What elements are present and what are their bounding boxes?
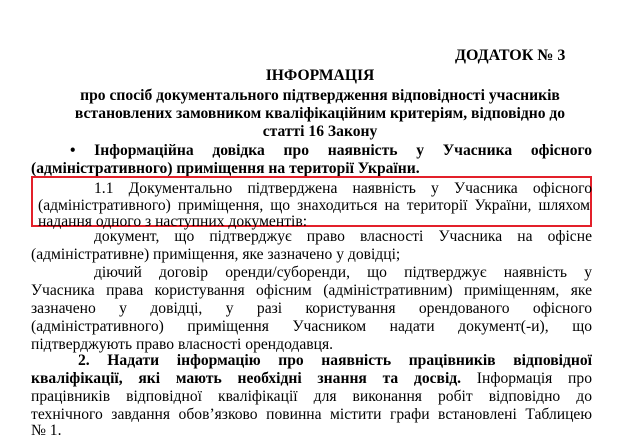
highlighted-line: 1.1 Документально підтверджена наявність у Учасника офісного bbox=[94, 180, 592, 197]
section2-line: технічного завдання обов’язково повинна містити графи встановлені Таблицею bbox=[31, 406, 592, 423]
list-item: Учасника права користування офісним (адміністративним) приміщенням, яке bbox=[31, 282, 592, 299]
section2-line: працівників відповідної кваліфікації для виконання робіт відповідно до bbox=[31, 388, 592, 405]
list-item: зазначено у довідці, у разі користування орендованого офісного bbox=[31, 300, 592, 317]
document-title: ІНФОРМАЦІЯ bbox=[265, 67, 375, 84]
section2-heading: 2. Надати інформацію про наявність працівників відповідної bbox=[78, 352, 592, 369]
annex-label: ДОДАТОК № 3 bbox=[455, 47, 566, 64]
section1-heading: • Інформаційна довідка про наявність у Учасника офісного bbox=[70, 142, 592, 159]
list-item: (адміністративного) приміщення Учасником надати документ(-и), що bbox=[31, 318, 592, 335]
list-item: діючий договір оренди/суборенди, що підтверджує наявність у bbox=[94, 264, 592, 281]
list-item: документ, що підтверджує право власності Учасника на офісне bbox=[94, 228, 592, 245]
subtitle-line: встановлених замовником кваліфікаційним критеріям, відповідно до bbox=[74, 105, 566, 122]
section2-line: № 1. bbox=[31, 422, 62, 439]
highlighted-line: надання одного з наступних документів: bbox=[38, 213, 308, 230]
subtitle-line: статті 16 Закону bbox=[262, 123, 378, 140]
subtitle-line: про спосіб документального підтвердження відповідності учасників bbox=[80, 87, 560, 104]
list-item: підтверджують право власності орендодавця. bbox=[31, 336, 334, 353]
list-item: (адміністративне) приміщення, яке зазначено у довідці; bbox=[31, 246, 401, 263]
section2-bold: кваліфікації, які мають необхідні знання та досвід. bbox=[31, 370, 462, 387]
section1-heading: (адміністративного) приміщення на території України. bbox=[31, 160, 420, 177]
highlighted-line: (адміністративного) приміщення, що знаходиться на території України, шляхом bbox=[38, 197, 590, 214]
section2-line: кваліфікації, які мають необхідні знання та досвід. Інформація про bbox=[31, 370, 592, 387]
